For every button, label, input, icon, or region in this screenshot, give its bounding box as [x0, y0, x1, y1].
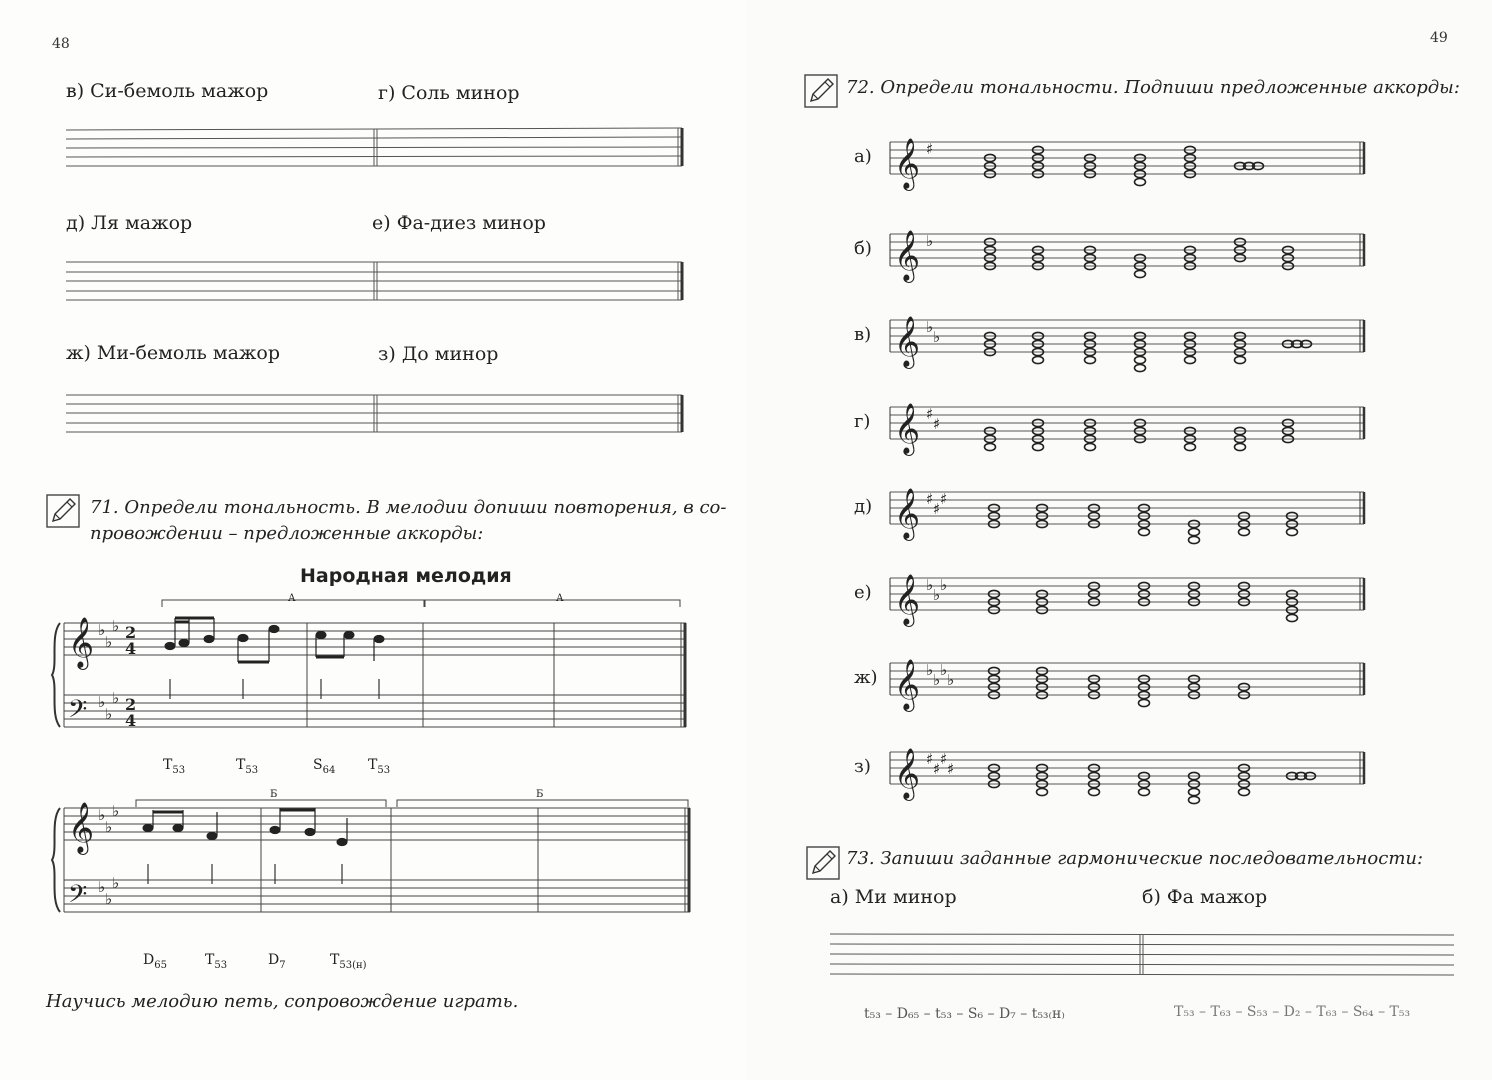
key-label-g: г) Соль минор — [378, 82, 520, 104]
svg-text:𝄞: 𝄞 — [68, 617, 95, 668]
key-label-d: д) Ля мажор — [66, 212, 193, 234]
treble-clef-icon: 𝄞 — [894, 488, 921, 539]
sharp-icon: ♯ — [933, 415, 941, 433]
grand-staff-1 — [48, 595, 693, 755]
svg-text:2: 2 — [125, 695, 137, 714]
empty-staff-3 — [66, 395, 686, 445]
whole-note — [1189, 796, 1200, 803]
flat-icon: ♭ — [933, 586, 941, 604]
whole-note — [1189, 788, 1200, 795]
svg-text:𝄢: 𝄢 — [68, 880, 88, 915]
chord-row-label: в) — [854, 324, 872, 345]
treble-clef-icon: 𝄞 — [894, 403, 921, 454]
chord-2-2: $T_{53}$ — [205, 952, 228, 971]
chord-staff — [890, 397, 1370, 457]
empty-staff-2 — [66, 262, 686, 312]
exercise-71-line1: 71. Определи тональность. В мелодии допиши повторения, в со- — [90, 497, 727, 518]
chord-staff — [890, 742, 1370, 802]
whole-note — [1033, 356, 1044, 363]
svg-text:𝄞: 𝄞 — [68, 802, 95, 853]
treble-clef-icon: 𝄞 — [894, 138, 921, 189]
whole-note — [1089, 788, 1100, 795]
svg-text:♭: ♭ — [112, 802, 120, 820]
right-page — [746, 0, 1492, 1080]
flat-icon: ♭ — [947, 671, 955, 689]
chord-1-2: $T_{53}$ — [236, 757, 259, 776]
chord-staff — [890, 310, 1370, 370]
chord-staff — [890, 568, 1370, 628]
exercise-71-footer: Научись мелодию петь, сопровождение играть. — [46, 991, 519, 1012]
section-label-b1: Б — [270, 789, 278, 800]
chord-1-4: $T_{53}$ — [368, 757, 391, 776]
section-label-a2: А — [556, 593, 564, 604]
sharp-icon: ♯ — [933, 760, 941, 778]
flat-icon: ♭ — [926, 318, 934, 336]
key-label-v: в) Си-бемоль мажор — [66, 80, 269, 102]
chord-1-1: $T_{53}$ — [163, 757, 186, 776]
svg-text:♭: ♭ — [98, 878, 106, 896]
svg-text:4: 4 — [125, 711, 137, 730]
pencil-icon — [806, 846, 840, 880]
whole-note — [1235, 443, 1246, 450]
whole-note — [1235, 356, 1246, 363]
whole-note — [1135, 364, 1146, 371]
sequence-a: t₅₃ – D₆₅ – t₅₃ – S₆ – D₇ – t₅₃₍н₎ — [864, 1006, 1065, 1022]
treble-clef-icon: 𝄞 — [894, 316, 921, 367]
whole-note — [1239, 528, 1250, 535]
empty-staff-73 — [830, 934, 1460, 984]
melody-title: Народная мелодия — [300, 565, 512, 587]
chord-staff — [890, 482, 1370, 542]
sharp-icon: ♯ — [926, 490, 934, 508]
pencil-icon — [804, 74, 838, 108]
svg-text:♭: ♭ — [98, 693, 106, 711]
sharp-icon: ♯ — [926, 750, 934, 768]
svg-text:♭: ♭ — [112, 617, 120, 635]
svg-text:♭: ♭ — [105, 818, 113, 836]
empty-staff-1 — [66, 128, 686, 178]
whole-note — [1085, 443, 1096, 450]
svg-text:♭: ♭ — [98, 621, 106, 639]
chord-row-label: а) — [854, 146, 872, 167]
whole-note — [1135, 178, 1146, 185]
whole-note — [1037, 788, 1048, 795]
whole-note — [1135, 270, 1146, 277]
svg-text:4: 4 — [125, 639, 137, 658]
exercise-71-line2: провождении – предложенные аккорды: — [90, 523, 484, 544]
whole-note — [1189, 528, 1200, 535]
chord-2-1: $D_{65}$ — [143, 952, 167, 971]
chord-staff — [890, 653, 1370, 713]
exercise-72-heading: 72. Определи тональности. Подпиши предложенные аккорды: — [846, 77, 1460, 98]
chord-2-3: $D_7$ — [268, 952, 286, 971]
whole-note — [1287, 528, 1298, 535]
whole-note — [985, 443, 996, 450]
whole-note — [1033, 443, 1044, 450]
chord-row-label: д) — [854, 496, 873, 517]
exercise-73-heading: 73. Запиши заданные гармонические последовательности: — [846, 848, 1424, 869]
section-label-b2: Б — [536, 789, 544, 800]
svg-text:♭: ♭ — [112, 689, 120, 707]
key-label-e: е) Фа-диез минор — [372, 212, 546, 234]
treble-clef-icon: 𝄞 — [894, 748, 921, 799]
whole-note — [1135, 356, 1146, 363]
flat-icon: ♭ — [926, 576, 934, 594]
whole-note — [1185, 356, 1196, 363]
whole-note — [1085, 356, 1096, 363]
exercise-73-a-label: а) Ми минор — [830, 886, 957, 908]
whole-note — [1239, 788, 1250, 795]
whole-note — [1139, 699, 1150, 706]
whole-note — [1139, 528, 1150, 535]
whole-note — [1185, 443, 1196, 450]
svg-text:♭: ♭ — [112, 874, 120, 892]
treble-clef-icon: 𝄞 — [894, 659, 921, 710]
flat-icon: ♭ — [940, 576, 948, 594]
treble-clef-icon: 𝄞 — [894, 230, 921, 281]
sharp-icon: ♯ — [947, 760, 955, 778]
sharp-icon: ♯ — [940, 490, 948, 508]
chord-1-3: $S_{64}$ — [313, 757, 336, 776]
svg-text:♭: ♭ — [105, 633, 113, 651]
whole-note — [1139, 788, 1150, 795]
chord-staff — [890, 224, 1370, 284]
whole-note — [1189, 536, 1200, 543]
key-label-zh: ж) Ми-бемоль мажор — [66, 342, 281, 364]
whole-note — [1287, 614, 1298, 621]
sequence-b: T₅₃ – T₆₃ – S₅₃ – D₂ – T₆₃ – S₆₄ – T₅₃ — [1174, 1004, 1411, 1020]
chord-row-label: е) — [854, 582, 872, 603]
sharp-icon: ♯ — [940, 750, 948, 768]
chord-row-label: б) — [854, 238, 872, 259]
chord-staff — [890, 132, 1370, 192]
grand-staff-2 — [48, 790, 693, 950]
page-number-left: 48 — [52, 36, 70, 52]
svg-text:𝄢: 𝄢 — [68, 695, 88, 730]
sharp-icon: ♯ — [926, 405, 934, 423]
chord-row-label: г) — [854, 411, 871, 432]
chord-2-4: $T_{53(н)}$ — [330, 952, 367, 971]
svg-text:2: 2 — [125, 623, 137, 642]
sharp-icon: ♯ — [933, 500, 941, 518]
svg-text:♭: ♭ — [105, 890, 113, 908]
flat-icon: ♭ — [926, 661, 934, 679]
flat-icon: ♭ — [940, 661, 948, 679]
chord-row-label: ж) — [854, 667, 878, 688]
sharp-icon: ♯ — [926, 140, 934, 158]
section-label-a1: А — [288, 593, 296, 604]
chord-row-label: з) — [854, 756, 871, 777]
pencil-icon — [46, 494, 80, 528]
svg-text:♭: ♭ — [105, 705, 113, 723]
flat-icon: ♭ — [933, 328, 941, 346]
svg-text:♭: ♭ — [98, 806, 106, 824]
treble-clef-icon: 𝄞 — [894, 574, 921, 625]
key-label-z: з) До минор — [378, 343, 499, 365]
flat-icon: ♭ — [933, 671, 941, 689]
flat-icon: ♭ — [926, 232, 934, 250]
page-number-right: 49 — [1430, 30, 1448, 46]
exercise-73-b-label: б) Фа мажор — [1142, 886, 1268, 908]
